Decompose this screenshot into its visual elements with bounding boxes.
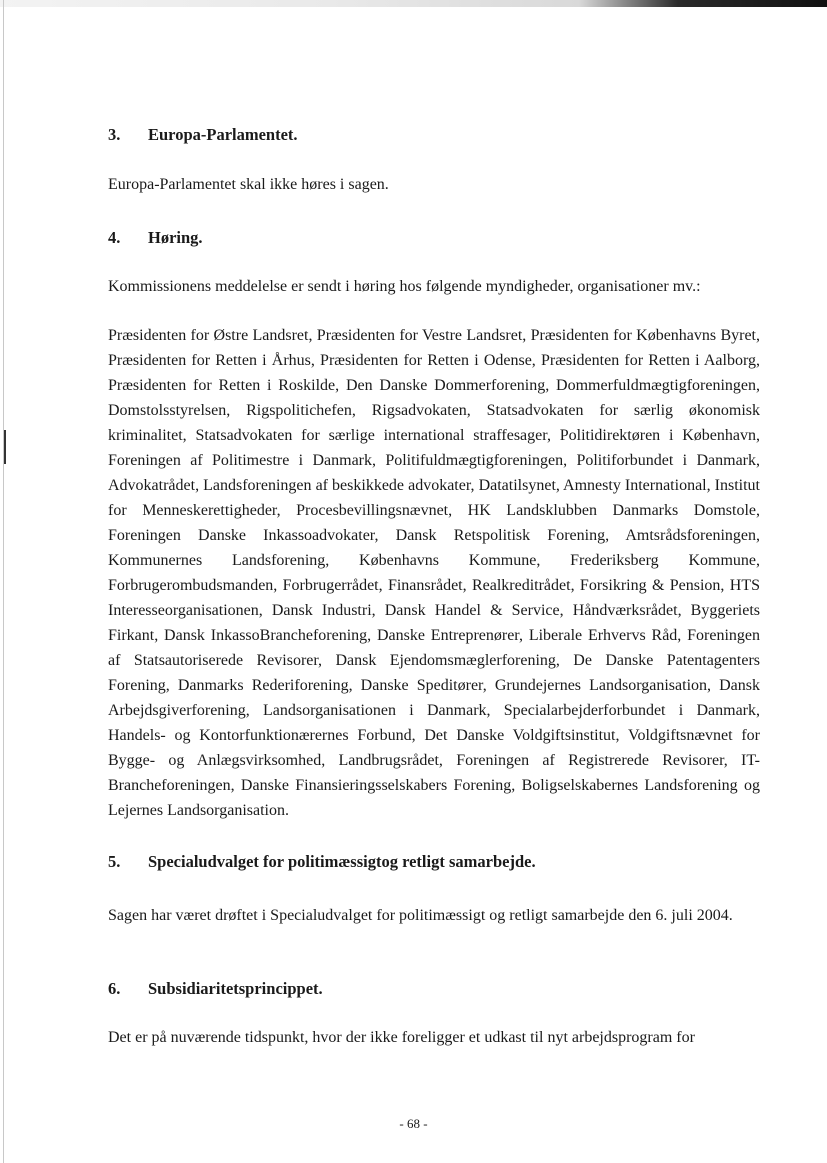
section-number: 3. bbox=[108, 125, 121, 144]
section-4-intro: Kommissionens meddelelse er sendt i høring hos følgende myndigheder, organisationer mv.: bbox=[108, 278, 701, 295]
section-title: Høring. bbox=[148, 228, 203, 247]
section-number: 5. bbox=[108, 852, 121, 871]
section-heading-4 bbox=[108, 228, 203, 248]
section-3-body: Europa-Parlamentet skal ikke høres i sagen. bbox=[108, 176, 389, 193]
scan-mark bbox=[4, 430, 6, 464]
section-5-body: Sagen har været drøftet i Specialudvalget for politimæssigt og retligt samarbejde den 6. juli 2004. bbox=[108, 907, 733, 924]
section-number: 4. bbox=[108, 228, 121, 247]
section-title: Subsidiaritetsprincippet. bbox=[148, 979, 323, 998]
section-title: Specialudvalget for politimæssigtog retligt samarbejde. bbox=[148, 852, 536, 871]
section-heading-5 bbox=[108, 852, 536, 872]
section-number: 6. bbox=[108, 979, 121, 998]
section-title: Europa-Parlamentet. bbox=[148, 125, 298, 144]
scan-top-edge bbox=[0, 0, 827, 7]
scan-left-edge bbox=[3, 0, 4, 1163]
section-heading-3 bbox=[108, 125, 298, 145]
section-heading-6 bbox=[108, 979, 323, 999]
consultation-list: Præsidenten for Østre Landsret, Præsidenten for Vestre Landsret, Præsidenten for Københavns Byret, Præsidenten for Retten i Århus, Præsidenten for Retten i Odense, Præsidenten for Retten i Aalborg, Præsidenten for Retten i Roskilde, Den Danske Dommerforening, Dommerfuldmægtigforeningen, Domstolsstyrelsen, Rigspolitichefen, Rigsadvokaten, Statsadvokaten for særlig økonomisk kriminalitet, Statsadvokaten for særlige international straffesager, Politidirektøren i København, Foreningen af Politimestre i Danmark, Politifuldmægtigforeningen, Politiforbundet i Danmark, Advokatrådet, Landsforeningen af beskikkede advokater, Datatilsynet, Amnesty International, Institut for Menneskerettigheder, Procesbevillingsnævnet, HK Landsklubben Danmarks Domstole, Foreningen Danske Inkassoadvokater, Dansk Retspolitisk Forening, Amtsrådsforeningen, Kommunernes Landsforening, Københavns Kommune, Frederiksberg Kommune, Forbrugerombudsmanden, Forbrugerrådet, Finansrådet, Realkreditrådet, Forsikring & Pension, HTS Interesseorganisationen, Dansk Industri, Dansk Handel & Service, Håndværksrådet, Byggeriets Firkant, Dansk InkassoBrancheforening, Danske Entreprenører, Liberale Erhvervs Råd, Foreningen af Statsautoriserede Revisorer, Dansk Ejendomsmæglerforening, De Danske Patentagenters Forening, Danmarks Rederiforening, Danske Speditører, Grundejernes Landsorganisation, Dansk Arbejdsgiverforening, Landsorganisationen i Danmark, Specialarbejderforbundet i Danmark, Handels- og Kontorfunktionærernes Forbund, Det Danske Voldgiftsinstitut, Voldgiftsnævnet for Bygge- og Anlægsvirksomhed, Landbrugsrådet, Foreningen af Registrerede Revisorer, IT-Brancheforeningen, Danske Finansieringsselskabers Forening, Boligselskabernes Landsforening og Lejernes Landsorganisation. bbox=[108, 327, 760, 819]
section-6-body: Det er på nuværende tidspunkt, hvor der ikke foreligger et udkast til nyt arbejdsprogram for bbox=[108, 1029, 695, 1046]
page-number: - 68 - bbox=[399, 1116, 428, 1131]
